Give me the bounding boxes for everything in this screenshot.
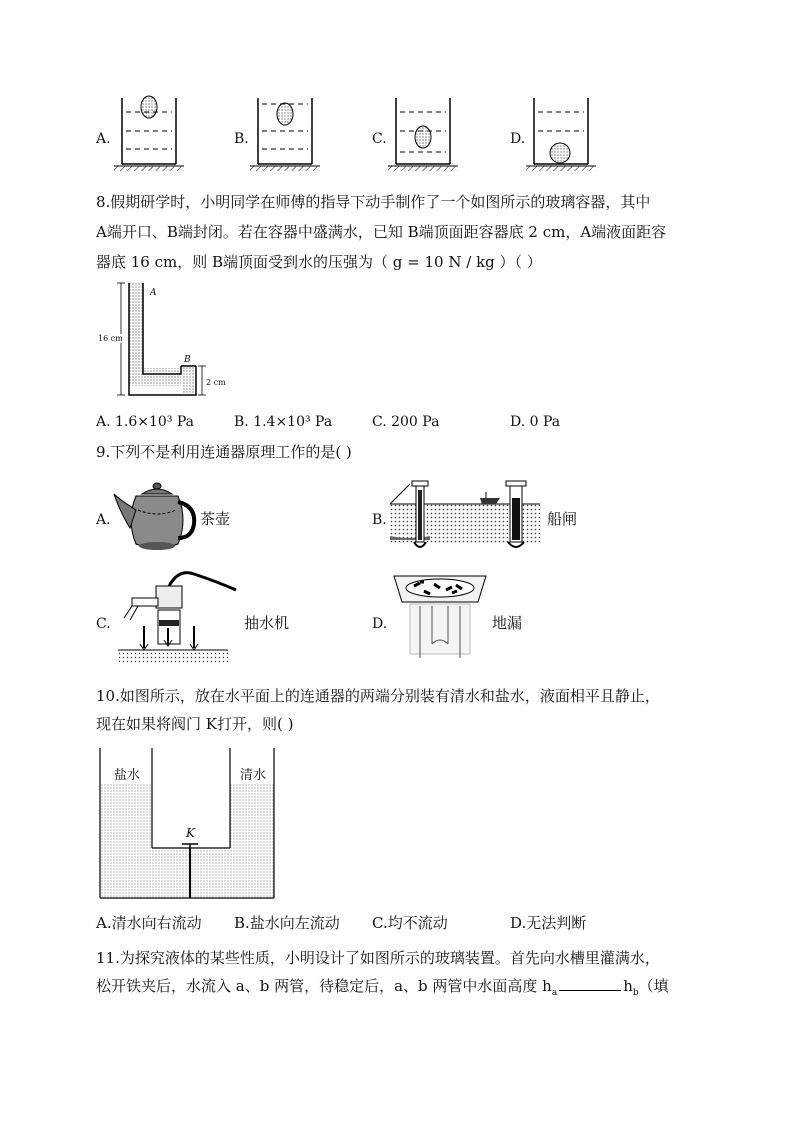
q11-stem-line-1: 11.为探究液体的某些性质，小明设计了如图所示的玻璃装置。首先向水槽里灌满水，: [96, 949, 660, 967]
q10-valve-label: K: [186, 826, 195, 840]
q11-subscript-b: b: [632, 988, 639, 998]
q7-beaker-d: [524, 94, 600, 170]
q8-stem-line-3: 器底 16 cm，则 B端顶面受到水的压强为（ g = 10 N / kg ）（ ）: [96, 253, 542, 271]
q7-beaker-b: [248, 94, 324, 170]
q8-option-a: A. 1.6×10³ Pa: [96, 414, 195, 430]
q7-option-c-label: C.: [372, 131, 387, 147]
q11-subscript-a: a: [551, 988, 558, 998]
q10-option-c: C.均不流动: [372, 914, 448, 932]
q7-beaker-c: [386, 94, 462, 170]
q10-option-b: B.盐水向左流动: [234, 914, 340, 932]
q7-option-a-label: A.: [96, 131, 111, 147]
q7-beaker-a: [112, 94, 188, 170]
q8-option-d: D. 0 Pa: [510, 414, 561, 430]
q9-option-b-label: B.: [372, 512, 387, 528]
q9-option-a-caption: 茶壶: [200, 510, 231, 528]
q8-stem-line-1: 8.假期研学时，小明同学在师傅的指导下动手制作了一个如图所示的玻璃容器，其中: [96, 193, 651, 211]
q9-option-b-caption: 船闸: [547, 510, 578, 528]
q9-option-c-caption: 抽水机: [244, 614, 290, 632]
q11-answer-blank[interactable]: [559, 990, 621, 991]
floor-drain-icon: [392, 574, 488, 664]
q10-option-d: D.无法判断: [510, 914, 587, 932]
q9-option-d-label: D.: [372, 616, 388, 632]
q9-stem: 9.下列不是利用连通器原理工作的是( ): [96, 443, 352, 461]
teapot-icon: [112, 480, 198, 554]
q10-saltwater-label: 盐水: [114, 768, 141, 783]
q10-option-a: A.清水向右流动: [96, 914, 202, 932]
q7-option-d-label: D.: [510, 131, 526, 147]
q8-label-b: B: [184, 355, 191, 365]
q8-label-a: A: [150, 288, 157, 298]
q9-option-d-caption: 地漏: [492, 614, 523, 632]
q8-option-b: B. 1.4×10³ Pa: [234, 414, 333, 430]
q10-freshwater-label: 清水: [240, 768, 267, 783]
q11-stem-line-2: 松开铁夹后，水流入 a、b 两管，待稳定后，a、b 两管中水面高度 $h_a$ $h_b$（填: [96, 977, 669, 998]
q11-line-2-tail: （填: [638, 977, 669, 995]
q9-option-a-label: A.: [96, 512, 111, 528]
ship-lock-icon: [390, 476, 540, 556]
q10-stem-line-2: 现在如果将阀门 K打开，则( ): [96, 715, 294, 733]
q8-stem-line-2: A端开口、B端封闭。若在容器中盛满水，已知 B端顶面距容器底 2 cm，A端液面距容: [96, 223, 667, 241]
q11-line-2-text: 松开铁夹后，水流入 a、b 两管，待稳定后，a、b 两管中水面高度 h: [96, 977, 552, 995]
q8-dim-2cm: 2 cm: [206, 378, 226, 387]
q8-dim-16cm: 16 cm: [98, 334, 123, 343]
q7-option-b-label: B.: [234, 131, 249, 147]
q9-option-c-label: C.: [96, 616, 111, 632]
q8-option-c: C. 200 Pa: [372, 414, 440, 430]
q10-stem-line-1: 10.如图所示，放在水平面上的连通器的两端分别装有清水和盐水，液面相平且静止，: [96, 687, 660, 705]
water-pump-icon: [118, 568, 238, 666]
